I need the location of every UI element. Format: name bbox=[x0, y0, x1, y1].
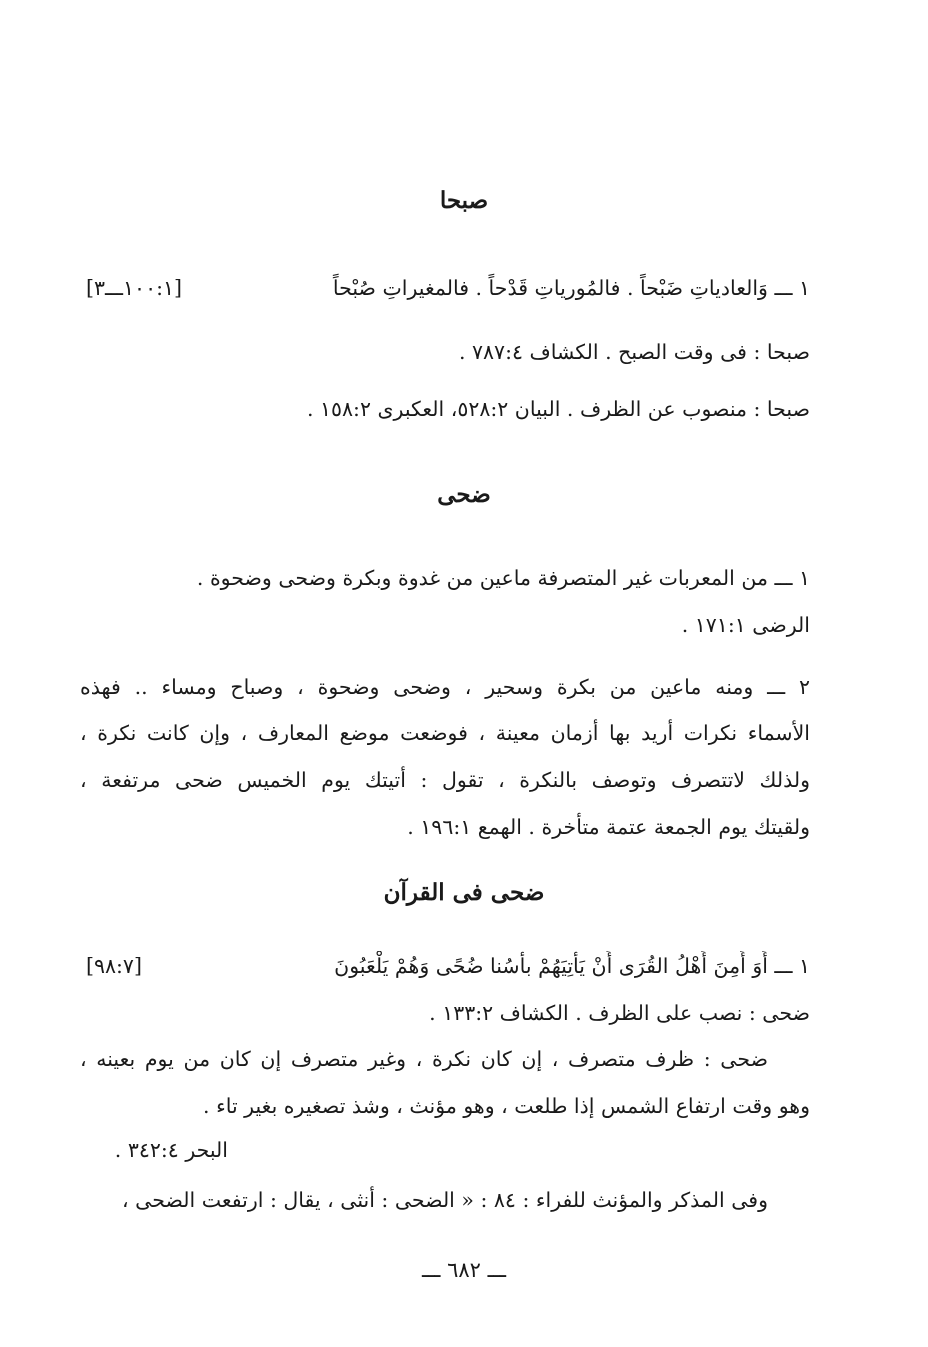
note-line: الأسماء نكرات أريد بها أزمان معينة ، فوضعت موضع المعارف ، وإن كانت نكرة ، bbox=[80, 721, 810, 745]
verse-line: ١ ـــ أَوَ أَمِنَ أَهْلُ القُرَى أَنْ يَأْتِيَهُمْ بأْسُنا ضُحًى وَهُمْ يَلْعَبُونَ bbox=[334, 954, 810, 978]
note-line: وهو وقت ارتفاع الشمس إذا طلعت ، وهو مؤنث ، وشذ تصغيره بغير تاء . bbox=[203, 1094, 810, 1118]
section-title-subha: صبحا bbox=[439, 187, 489, 214]
note-line: الرضى ١٧١:١ . bbox=[681, 613, 810, 637]
verse-reference: [١٠٠:١ـــ٣] bbox=[86, 276, 182, 300]
note-line: ٢ ـــ ومنه ماعين من بكرة وسحير ، وضحى وضحوة ، وصباح ومساء .. فهذه bbox=[80, 675, 810, 699]
note-line: ضحى : ظرف متصرف ، إن كان نكرة ، وغير متصرف إن كان من يوم بعينه ، bbox=[80, 1047, 768, 1071]
note-line: وفى المذكر والمؤنث للفراء : ٨٤ : « الضحى : أنثى ، يقال : ارتفعت الضحى ، bbox=[122, 1188, 768, 1212]
note-line: البحر ٣٤٢:٤ . bbox=[114, 1138, 228, 1162]
note-line: ١ ـــ من المعربات غير المتصرفة ماعين من غدوة وبكرة وضحى وضحوة . bbox=[196, 566, 810, 590]
page-number: ـــ ٦٨٢ ـــ bbox=[421, 1258, 507, 1282]
verse-line: ١ ـــ وَالعادياتِ ضَبْحاً . فالمُورياتِ قَدْحاً . فالمغيراتِ صُبْحاً bbox=[332, 276, 810, 300]
section-title-duha: ضحى bbox=[437, 481, 491, 508]
note-line: ضحى : نصب على الظرف . الكشاف ١٣٣:٢ . bbox=[429, 1001, 810, 1025]
section-title-duha-quran: ضحى فى القرآن bbox=[383, 879, 545, 906]
note-line: ولقيتك يوم الجمعة عتمة متأخرة . الهمع ١٩٦:١ . bbox=[407, 815, 810, 839]
verse-reference: [٩٨:٧] bbox=[86, 954, 142, 978]
note-line: صبحا : منصوب عن الظرف . البيان ٥٢٨:٢، العكبرى ١٥٨:٢ . bbox=[306, 397, 810, 421]
note-line: صبحا : فى وقت الصبح . الكشاف ٧٨٧:٤ . bbox=[458, 340, 810, 364]
note-line: ولذلك لاتتصرف وتوصف بالنكرة ، تقول : أتيتك يوم الخميس ضحى مرتفعة ، bbox=[80, 768, 810, 792]
